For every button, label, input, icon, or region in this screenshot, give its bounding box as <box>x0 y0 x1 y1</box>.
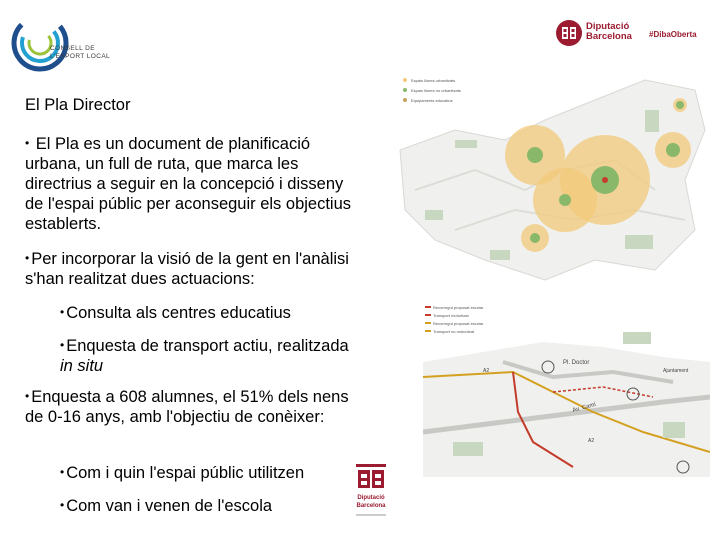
consell-esport-local-logo <box>10 10 100 72</box>
card-text-line1: Diputació <box>357 495 385 501</box>
map2-legend-1: Recorregut proposat escolar <box>433 305 484 310</box>
bullet: • <box>60 305 65 319</box>
map2-legend-2: Transport motoritzat <box>433 313 469 318</box>
sub-item-enquesta-italic: in situ <box>60 357 104 375</box>
map2-label-a2-bottom: A2 <box>588 438 595 444</box>
bullet: • <box>25 251 30 265</box>
paragraph-pla-text: El Pla es un document de planificació urbana, un full de ruta, que marca les directrius a seguir en la concepció i disseny de l'espai públic per aconseguir els objectius establerts. <box>25 135 352 233</box>
equipaments-map <box>395 70 710 300</box>
paragraph-pla <box>25 133 360 234</box>
paragraph-actuacions <box>25 248 360 289</box>
sub-item-consulta <box>60 302 360 323</box>
map2-label-pl-doctor: Pl. Doctor <box>563 360 590 366</box>
diputacio-card-logo <box>350 462 392 526</box>
paragraph-enquesta-alumnes <box>25 386 360 427</box>
left-logo-text: CONSELL DE L'ESPORT LOCAL <box>50 45 111 60</box>
map2-label-a2-top: A2 <box>483 368 490 374</box>
sub-item-espai-public <box>60 462 360 483</box>
sub-item-consulta-text: Consulta als centres educatius <box>66 304 291 322</box>
bullet: • <box>60 498 65 512</box>
map2-legend-4: Transport no motoritzat <box>433 329 475 334</box>
sub-item-escola <box>60 495 360 516</box>
map2-label-av-cami: Av. Camí <box>571 401 597 414</box>
sub-item-enquesta-text: Enquesta de transport actiu, realitzada <box>66 337 349 355</box>
sub-item-espai-public-text: Com i quin l'espai públic utilitzen <box>66 464 305 482</box>
bullet: • <box>25 389 30 403</box>
sub-item-escola-text: Com van i venen de l'escola <box>66 497 273 515</box>
recorreguts-map <box>423 302 710 477</box>
paragraph-actuacions-text: Per incorporar la visió de la gent en l'anàlisi s'han realitzat dues actuacions: <box>25 250 349 288</box>
bullet: • <box>25 136 30 150</box>
bullet: • <box>60 338 65 352</box>
map2-legend-3: Recorregut proposat escolar <box>433 321 484 326</box>
diputacio-logo-text: Diputació Barcelona <box>586 21 632 42</box>
sub-item-enquesta-transport <box>60 335 360 376</box>
page-title: El Pla Director <box>25 96 131 114</box>
bullet: • <box>60 465 65 479</box>
map1-legend-2: Espais lliures no urbanitzats <box>411 88 461 93</box>
map1-legend-1: Espais lliures urbanitzats <box>411 78 456 83</box>
diputacio-logo-icon <box>556 20 582 46</box>
card-text-line2: Barcelona <box>356 503 386 509</box>
map2-label-ajuntament: Ajuntament <box>663 368 689 374</box>
paragraph-enquesta-text: Enquesta a 608 alumnes, el 51% dels nens de 0-16 anys, amb l'objectiu de conèixer: <box>25 388 349 426</box>
hashtag-dibaoberta: #DibaOberta <box>649 30 697 39</box>
map1-legend-3: Equipaments educatius <box>411 98 453 103</box>
